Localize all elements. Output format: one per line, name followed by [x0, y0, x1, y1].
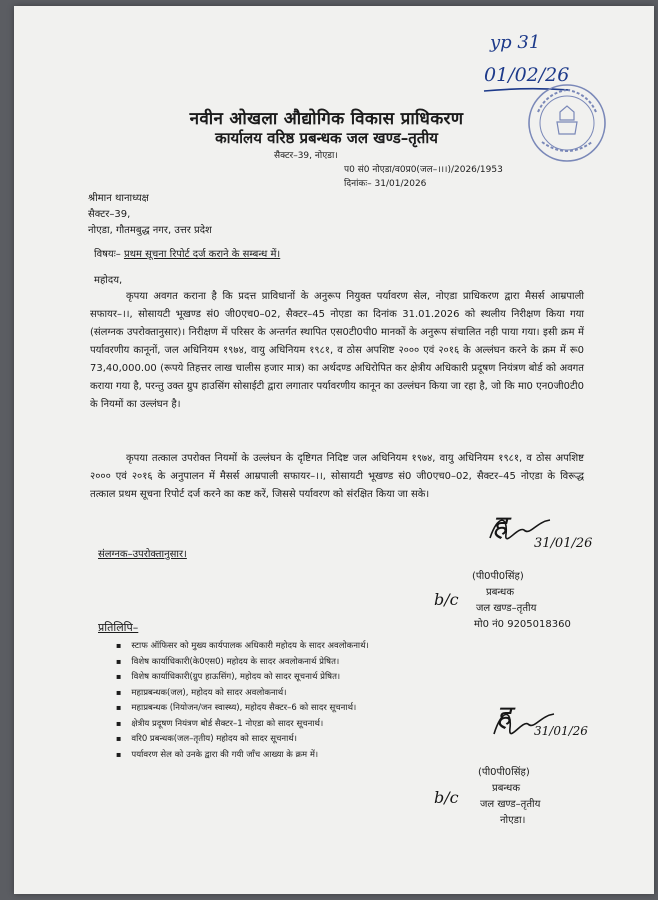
body-paragraph-2: कृपया तत्काल उपरोक्त नियमों के उल्लंघन के दृष्टिगत निदिष्ट जल अधिनियम १९७४, वायु अधिनियम १९८१, व ठोस अपशिष्ट २००० एवं २०१६ के अनुपालन में मैसर्स आम्रपाली सफायर–।।, सोसायटी भूखण्ड सं0 जी0एच0–02, सैक्टर–45 नोएडा के विरूद्ध तत्काल प्रथम सूचना रिपोर्ट दर्ज करने का कष्ट करें, जिससे पर्यावरण को संरक्षित किया जा सके। [90, 453, 584, 500]
signature-1-date: 31/01/26 [534, 536, 593, 551]
copy-to-list [116, 638, 369, 762]
enclosure-note: संलग्नक–उपरोक्तानुसार। [98, 549, 187, 560]
subject-text: प्रथम सूचना रिपोर्ट दर्ज कराने के सम्बन्ध में। [123, 249, 281, 260]
list-item: ▪ वरि0 प्रबन्धक(जल–तृतीय) महोदय को सादर सूचनार्थ। [116, 731, 369, 747]
list-item: ▪ स्टाफ ऑफिसर को मुख्य कार्यपालक अधिकारी महोदय के सादर अवलोकनार्थ। [116, 638, 369, 654]
recipient-address: नोएडा, गौतमबुद्ध नगर, उत्तर प्रदेश [88, 225, 212, 236]
list-item: ▪ विशेष कार्याधिकारी(ग्रुप हाऊसिंग), महोदय को सादर सूचनार्थ प्रेषित। [116, 669, 369, 685]
subject-line [94, 246, 280, 260]
signatory-1-name: (पी0पी0सिंह) [472, 571, 524, 582]
list-item: ▪ महाप्रबन्धक(जल), महोदय को सादर अवलोकनार्थ। [116, 685, 369, 701]
signatory-1-mobile: मो0 नं0 9205018360 [474, 619, 571, 630]
signatory-2-designation: प्रबन्धक [492, 783, 520, 794]
reference-number: प0 सं0 नोएडा/व0प्र0(जल–।।।)/2026/1953 [344, 165, 503, 175]
signatory-2-city: नोएडा। [500, 815, 526, 826]
receipt-initials: yp 31 [490, 32, 541, 53]
office-address: सैक्टर–39, नोएडा। [274, 151, 338, 161]
letter-page [14, 6, 654, 894]
copy-to-title: प्रतिलिपि– [98, 621, 139, 634]
signatory-2-mark: b/c [434, 788, 459, 807]
signatory-2-department: जल खण्ड–तृतीय [480, 799, 541, 810]
salutation: महोदय, [94, 275, 123, 286]
subject-label: विषयः– [94, 249, 121, 260]
signatory-2-name: (पी0पी0सिंह) [478, 767, 530, 778]
list-item: ▪ पर्यावरण सेल को उनके द्वारा की गयी जाँच आख्या के क्रम में। [116, 747, 369, 763]
body-paragraph-1: कृपया अवगत कराना है कि प्रदत्त प्राविधानों के अनुरूप नियुक्त पर्यावरण सेल, नोएडा प्राधिकरण द्वारा मैसर्स आम्रपाली सफायर–।।, सोसायटी भूखण्ड सं0 जी0एच0–02, सैक्टर–45 नोएडा का दिनांक 31.01.2026 को स्थलीय निरीक्षण किया गया (संलग्नक उपरोक्तानुसार)। निरीक्षण में परिसर के अन्तर्गत स्थापित एस0टी0पी0 मानकों के अनुरूप संचालित नही पाया गया। इसी क्रम में पर्यावरणीय कानूनों, जल अधिनियम १९७४, वायु अधिनियम १९८१, व ठोस अपशिष्ट २००० एवं २०१६ के अल्लंघन करने के क्रम में रू0 73,40,000.00 (रूपये तिहत्तर लाख चालीस हजार मात्र) का अर्थदण्ड अधिरोपित कर क्षेत्रीय अधिकारी प्रदूषण नियंत्रण बोर्ड को अवगत कराया गया है, परन्तु उक्त ग्रुप हाउसिंग सोसाईटी द्वारा लगातार पर्यावरणीय कानून का उल्लंघन किया जा रहा है, जो कि मा0 एन0जी0टी0 के नियमों का उल्लंघन है। [90, 291, 584, 410]
list-item: ▪ महाप्रबन्धक (नियोजन/जन स्वास्थ्य), महोदय सैक्टर–6 को सादर सूचनार्थ। [116, 700, 369, 716]
recipient-title: श्रीमान थानाध्यक्ष [88, 193, 149, 204]
signatory-1-mark: b/c [434, 590, 459, 609]
organization-name: नवीन ओखला औद्योगिक विकास प्राधिकरण [189, 109, 464, 129]
signature-1-initials: ह [492, 509, 507, 542]
list-item: ▪ विशेष कार्याधिकारी(के0एस0) महोदय के सादर अवलोकनार्थ प्रेषित। [116, 654, 369, 670]
list-item: ▪ क्षेत्रीय प्रदूषण नियंत्रण बोर्ड सैक्टर–1 नोएडा को सादर सूचनार्थ। [116, 716, 369, 732]
letter-date: दिनांकः– 31/01/2026 [344, 179, 427, 189]
signatory-1-department: जल खण्ड–तृतीय [476, 603, 537, 614]
recipient-sector: सैक्टर–39, [88, 209, 131, 220]
office-name: कार्यालय वरिष्ठ प्रबन्धक जल खण्ड–तृतीय [215, 129, 438, 147]
signature-2-initials: ह [496, 699, 511, 732]
signatory-1-designation: प्रबन्धक [486, 587, 514, 598]
signature-2-date: 31/01/26 [534, 724, 588, 738]
receipt-date: 01/02/26 [484, 64, 570, 86]
